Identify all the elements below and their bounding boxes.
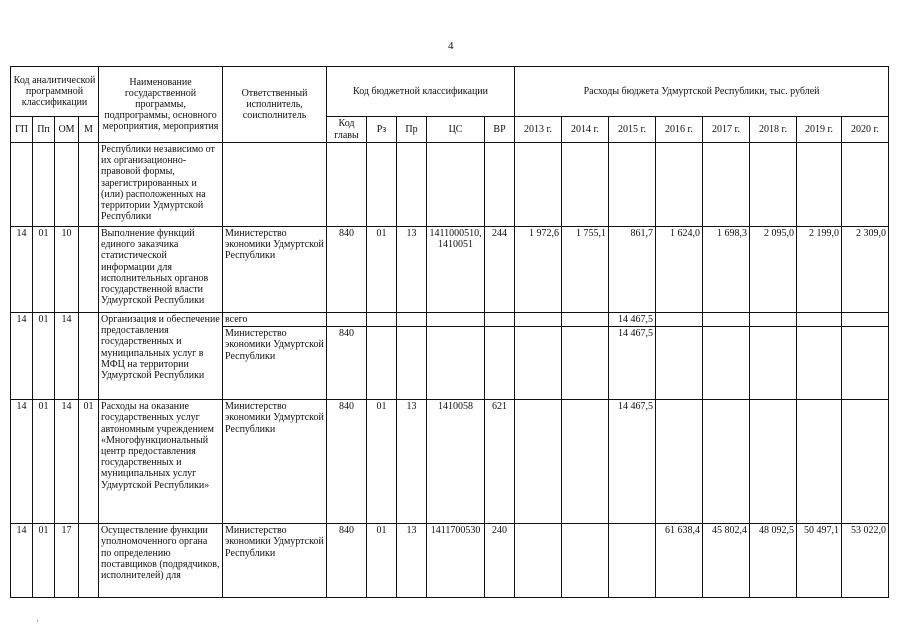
- cell-value-2017: [703, 400, 750, 524]
- header-year-2020: 2020 г.: [842, 117, 889, 143]
- cell-kod-glavy: 840: [327, 227, 367, 313]
- cell-value-2017: 1 698,3: [703, 227, 750, 313]
- cell-m: [79, 524, 99, 598]
- row-executor: Министерство экономики Удмуртской Республики: [223, 400, 327, 524]
- cell-value-2013: [515, 400, 562, 524]
- header-expenses: Расходы бюджета Удмуртской Республики, тыс. рублей: [515, 67, 889, 117]
- header-year-2016: 2016 г.: [656, 117, 703, 143]
- cell-value-2015: 14 467,5: [609, 400, 656, 524]
- cell-value-2019: 2 199,0: [797, 227, 842, 313]
- cell-value-2018: 2 095,0: [750, 227, 797, 313]
- header-budget-code: Код бюджетной классификации: [327, 67, 515, 117]
- table-row: [11, 143, 889, 227]
- cell-value-2015: 14 467,5: [609, 327, 656, 400]
- row-executor: Министерство экономики Удмуртской Республики: [223, 524, 327, 598]
- cell-om: 14: [55, 400, 79, 524]
- cell-value-2020: [842, 400, 889, 524]
- cell-value-2017: [703, 327, 750, 400]
- cell-vr: 240: [485, 524, 515, 598]
- cell-cs: 1411700530: [427, 524, 485, 598]
- cell-value-2014: [562, 400, 609, 524]
- cell-value-2014: [562, 327, 609, 400]
- cell-om: 10: [55, 227, 79, 313]
- header-cs: ЦС: [427, 117, 485, 143]
- header-year-2019: 2019 г.: [797, 117, 842, 143]
- cell-value-2020: 53 022,0: [842, 524, 889, 598]
- cell-pp: 01: [33, 400, 55, 524]
- cell-value-2016: 61 638,4: [656, 524, 703, 598]
- cell-value-2019: [797, 327, 842, 400]
- row-executor: Министерство экономики Удмуртской Республики: [223, 327, 327, 400]
- cell-value-2019: [797, 400, 842, 524]
- header-year-2015: 2015 г.: [609, 117, 656, 143]
- row-name: Республики независимо от их организационно-правовой формы, зарегистрированных и (или) расположенных на территории Удмуртской Республики: [99, 143, 223, 227]
- cell-pp: 01: [33, 313, 55, 400]
- header-om: ОМ: [55, 117, 79, 143]
- header-name: Наименование государственной программы, подпрограммы, основного мероприятия, мероприятия: [99, 67, 223, 143]
- table-row: [11, 227, 889, 313]
- cell-value-2016: [656, 327, 703, 400]
- cell-value-2020: [842, 327, 889, 400]
- row-name: Выполнение функций единого заказчика статистической информации для исполнительных органов государственной власти Удмуртской Республики: [99, 227, 223, 313]
- cell-value-2016: [656, 313, 703, 327]
- row-name: Организация и обеспечение предоставления государственных и муниципальных услуг в МФЦ на территории Удмуртской Республики: [99, 313, 223, 400]
- table-row: [11, 400, 889, 524]
- header-analytic-code: Код аналитической программной классификации: [11, 67, 99, 117]
- header-year-2013: 2013 г.: [515, 117, 562, 143]
- cell-value-2013: [515, 327, 562, 400]
- cell-value-2013: 1 972,6: [515, 227, 562, 313]
- header-pr: Пр: [397, 117, 427, 143]
- cell-pp: 01: [33, 524, 55, 598]
- cell-value-2015: [609, 524, 656, 598]
- cell-kod-glavy: 840: [327, 400, 367, 524]
- row-executor-total: всего: [223, 313, 327, 327]
- cell-rz: 01: [367, 400, 397, 524]
- header-year-2018: 2018 г.: [750, 117, 797, 143]
- cell-value-2017: 45 802,4: [703, 524, 750, 598]
- cell-pr: 13: [397, 524, 427, 598]
- table-row: [11, 313, 889, 327]
- cell-m: [79, 313, 99, 400]
- cell-kod-glavy: 840: [327, 524, 367, 598]
- page-number: 4: [448, 40, 454, 52]
- row-name: Расходы на оказание государственных услуг автономным учреждением «Многофункциональный центр предоставления государственных и муниципальных услуг Удмуртской Республики»: [99, 400, 223, 524]
- cell-gp: 14: [11, 524, 33, 598]
- cell-value-2014: [562, 313, 609, 327]
- cell-value-2013: [515, 524, 562, 598]
- cell-om: 14: [55, 313, 79, 400]
- cell-pr: 13: [397, 227, 427, 313]
- cell-om: 17: [55, 524, 79, 598]
- cell-value-2018: [750, 327, 797, 400]
- cell-value-2015: 861,7: [609, 227, 656, 313]
- cell-pp: 01: [33, 227, 55, 313]
- cell-value-2020: [842, 313, 889, 327]
- header-pp: Пп: [33, 117, 55, 143]
- header-rz: Рз: [367, 117, 397, 143]
- header-m: М: [79, 117, 99, 143]
- cell-value-2014: 1 755,1: [562, 227, 609, 313]
- cell-m: [79, 227, 99, 313]
- cell-rz: 01: [367, 524, 397, 598]
- table-row: [11, 524, 889, 598]
- cell-value-2013: [515, 313, 562, 327]
- cell-value-2017: [703, 313, 750, 327]
- row-name: Осуществление функции уполномоченного органа по определению поставщиков (подрядчиков, исполнителей) для: [99, 524, 223, 598]
- cell-value-2019: [797, 313, 842, 327]
- cell-value-2020: 2 309,0: [842, 227, 889, 313]
- cell-cs: 1410058: [427, 400, 485, 524]
- cell-rz: 01: [367, 227, 397, 313]
- cell-vr: 244: [485, 227, 515, 313]
- cell-value-2018: [750, 400, 797, 524]
- cell-gp: 14: [11, 227, 33, 313]
- cell-value-2018: 48 092,5: [750, 524, 797, 598]
- cell-value-2016: [656, 400, 703, 524]
- header-year-2014: 2014 г.: [562, 117, 609, 143]
- cell-cs: 1411000510, 1410051: [427, 227, 485, 313]
- row-executor: Министерство экономики Удмуртской Республики: [223, 227, 327, 313]
- header-kod-glavy: Код главы: [327, 117, 367, 143]
- cell-value-2014: [562, 524, 609, 598]
- cell-value-2018: [750, 313, 797, 327]
- cell-gp: 14: [11, 313, 33, 400]
- budget-table: [10, 66, 889, 598]
- cell-pr: 13: [397, 400, 427, 524]
- cell-gp: 14: [11, 400, 33, 524]
- footer-mark: ·: [36, 616, 39, 626]
- cell-value-2019: 50 497,1: [797, 524, 842, 598]
- header-gp: ГП: [11, 117, 33, 143]
- cell-vr: 621: [485, 400, 515, 524]
- cell-kod-glavy: 840: [327, 327, 367, 400]
- header-year-2017: 2017 г.: [703, 117, 750, 143]
- cell-value-2016: 1 624,0: [656, 227, 703, 313]
- cell-m: 01: [79, 400, 99, 524]
- cell-value-2015: 14 467,5: [609, 313, 656, 327]
- header-executor: Ответственный исполнитель, соисполнитель: [223, 67, 327, 143]
- header-vr: ВР: [485, 117, 515, 143]
